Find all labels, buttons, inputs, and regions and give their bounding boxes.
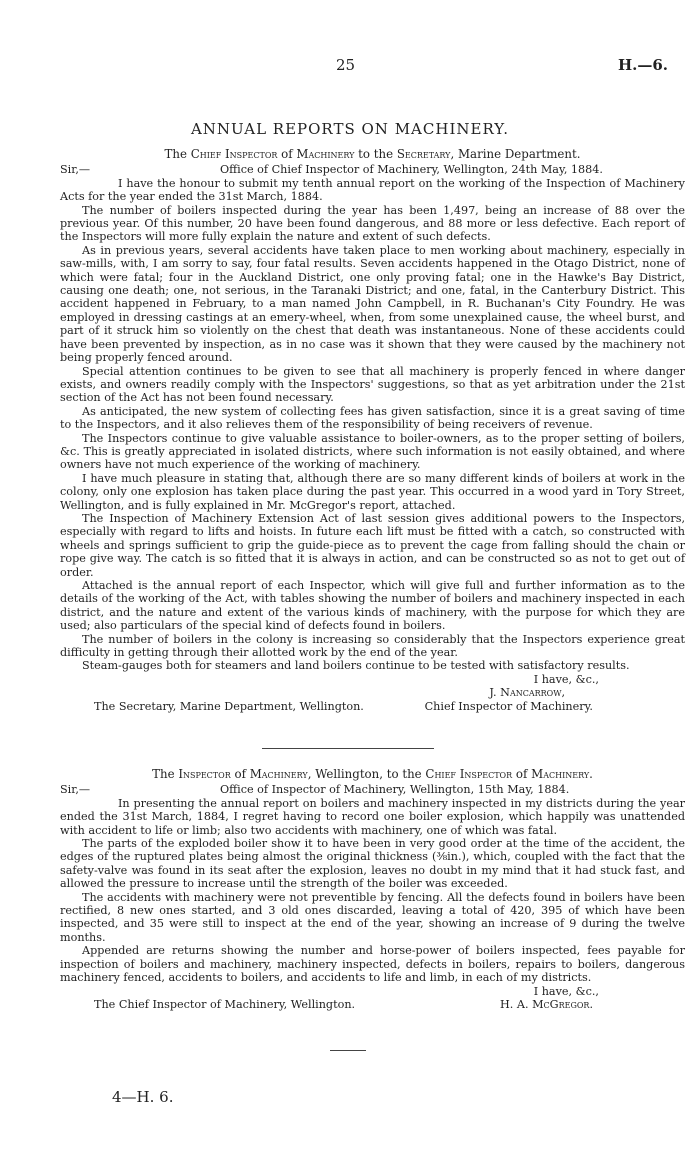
paragraph: I have the honour to submit my tenth annual report on the working of the Inspection of Machinery Acts for the year ended the 31st March, 1884. xyxy=(60,176,685,204)
paragraph: As anticipated, the new system of collecting fees has given satisfaction, since it is a great saving of time to the Inspectors, and it also relieves them of the responsibility of being receivers of revenue. xyxy=(60,404,685,432)
salutation-line xyxy=(60,783,685,796)
paragraph: The number of boilers inspected during the year has been 1,497, being an increase of 88 over the previous year. Of this number, 20 have been found dangerous, and 88 more or less defective. Each report of the Inspectors will more fully explain the nature and extent of such defects. xyxy=(60,203,685,244)
letter-inspector xyxy=(60,768,685,1011)
paragraph: I have much pleasure in stating that, although there are so many different kinds of boilers at work in the colony, only one explosion has taken place during the past year. This occurred in a wood yard in Tory Street, Wellington, and is fully explained in Mr. McGregor's report, attached. xyxy=(60,471,685,512)
paragraph: The number of boilers in the colony is increasing so considerably that the Inspectors experience great difficulty in getting through their allotted work by the end of the year. xyxy=(60,632,685,660)
closing: I have, &c., xyxy=(533,984,599,998)
salutation: Sir,— xyxy=(60,783,91,797)
signature-row xyxy=(60,998,685,1011)
paragraph: Appended are returns showing the number and horse-power of boilers inspected, fees payable for inspection of boilers and machinery, machinery inspected, defects in boilers, repairs to boilers, dangerous machinery fenced, accidents to boilers, and accidents to life and limb, in each of my districts. xyxy=(60,944,685,985)
recipient: The Chief Inspector of Machinery, Wellington. xyxy=(94,997,356,1011)
salutation-line xyxy=(60,163,685,176)
signature: H. A. McGregor. xyxy=(500,997,593,1011)
paragraph: Attached is the annual report of each Inspector, which will give full and further information as to the details of the working of the Act, with tables showing the number of boilers and machinery inspected in each district, and the nature and extent of the various kinds of machinery, with the purpose for which they are used; also particulars of the special kind of defects found in boilers. xyxy=(60,579,685,633)
letter-address: The Chief Inspector of Machinery to the Secretary, Marine Department. xyxy=(164,147,581,161)
paragraph: The parts of the exploded boiler show it to have been in very good order at the time of the accident, the edges of the ruptured plates being almost the original thickness (⅜in.), which, coupled with the fact that the safety-valve was found in its seat after the explosion, leaves no doubt in my mind that it had stuck fast, and allowed the pressure to increase until the strength of the boiler was exceeded. xyxy=(60,837,685,891)
section-divider xyxy=(262,748,434,749)
recipient: The Secretary, Marine Department, Wellington. xyxy=(94,699,364,713)
salutation: Sir,— xyxy=(60,163,91,177)
signature-row xyxy=(60,700,685,713)
paragraph: As in previous years, several accidents have taken place to men working about machinery, especially in saw-mills, with, I am sorry to say, four fatal results. Seven accidents happened in the Otago District, none of which were fatal; four in the Auckland District, one only proving fatal; one in the Hawke's Bay District, causing one death; one, not serious, in the Taranaki District; and one, fatal, in the Canterbury District. This accident happened in February, to a man named John Campbell, in R. Buchanan's City Foundry. He was employed in dressing castings at an emery-wheel, when, from some unexplained cause, the wheel burst, and part of it struck him so violently on the chest that death was instantaneous. None of these accidents could have been prevented by inspection, as in no case was it shown that they were caused by the machinery not being properly fenced around. xyxy=(60,243,685,365)
paragraph: The accidents with machinery were not preventible by fencing. All the defects found in boilers have been rectified, 8 new ones started, and 3 old ones discarded, leaving a total of 420, 395 of which have been inspected, and 35 were still to inspect at the end of the year, showing an increase of 9 during the twelve months. xyxy=(60,890,685,944)
page-header xyxy=(0,56,700,80)
paragraph: Steam-gauges both for steamers and land boilers continue to be tested with satisfactory results. xyxy=(82,659,630,673)
end-rule xyxy=(330,1050,366,1051)
office-dateline: Office of Chief Inspector of Machinery, Wellington, 24th May, 1884. xyxy=(220,163,603,177)
paragraph: The Inspectors continue to give valuable assistance to boiler-owners, as to the proper setting of boilers, &c. This is greatly appreciated in isolated districts, where such information is not easily obtained, and where owners have not much experience of the working of machinery. xyxy=(60,431,685,472)
footer-signature-mark: 4—H. 6. xyxy=(112,1088,174,1106)
signer-title: Chief Inspector of Machinery. xyxy=(424,699,593,713)
office-dateline: Office of Inspector of Machinery, Wellington, 15th May, 1884. xyxy=(220,783,570,797)
paragraph: In presenting the annual report on boilers and machinery inspected in my districts during the year ended the 31st March, 1884, I regret having to record one boiler explosion, which happily was unattended with accident to life or limb; also two accidents with machinery, one of which was fatal. xyxy=(60,796,685,837)
page-title: ANNUAL REPORTS ON MACHINERY. xyxy=(190,120,510,138)
signature: J. Nancarrow, xyxy=(489,686,565,700)
document-reference: H.—6. xyxy=(617,56,668,74)
letter-chief-inspector xyxy=(60,148,685,713)
page-number: 25 xyxy=(336,56,356,74)
letter-address: The Inspector of Machinery, Wellington, to the Chief Inspector of Machinery. xyxy=(152,767,593,781)
paragraph: Special attention continues to be given to see that all machinery is properly fenced in where danger exists, and owners readily comply with the Inspectors' suggestions, so that as yet arbitration under the 21st section of the Act has not been found necessary. xyxy=(60,364,685,405)
closing: I have, &c., xyxy=(533,672,599,686)
paragraph: The Inspection of Machinery Extension Act of last session gives additional powers to the Inspectors, especially with regard to lifts and hoists. In future each lift must be fitted with a catch, so constructed with wheels and springs sufficient to grip the guide-piece as to prevent the cage from falling should the chain or rope give way. The catch is so fitted that it is always in action, and can be constructed so as not to get out of order. xyxy=(60,511,685,579)
